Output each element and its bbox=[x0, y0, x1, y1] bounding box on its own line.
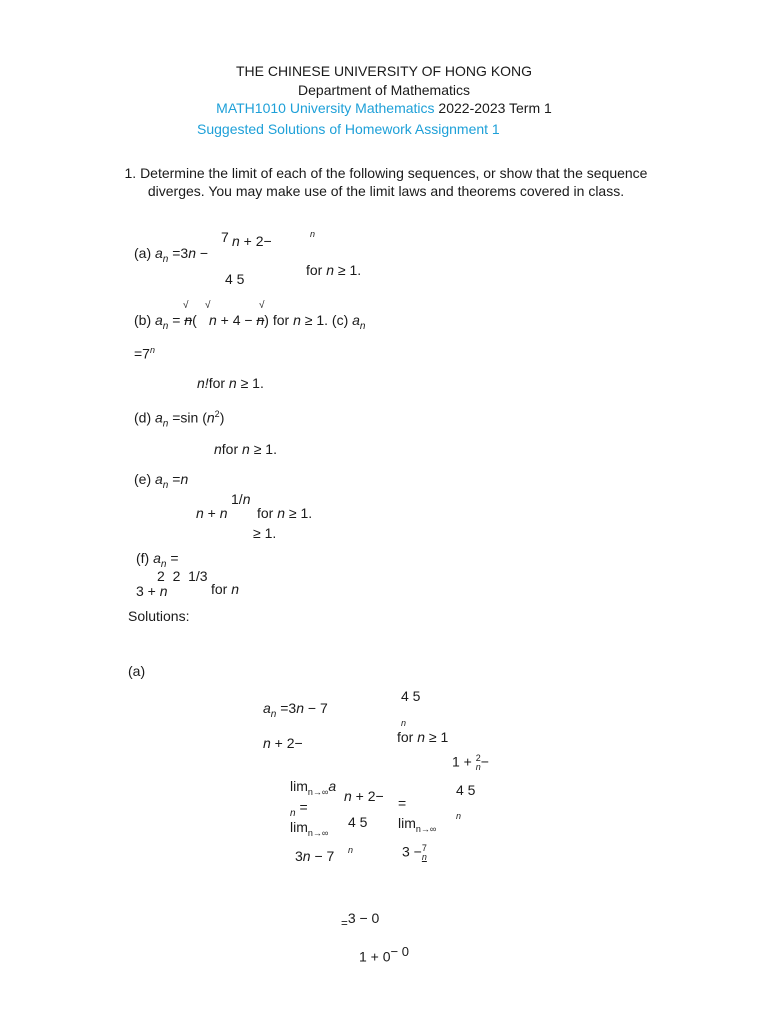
part-e-line bbox=[134, 472, 188, 491]
sqrt-sign-3: √ bbox=[259, 300, 265, 311]
part-f-line bbox=[136, 551, 179, 570]
sol-an-line bbox=[263, 701, 328, 720]
lim-text: lim bbox=[398, 815, 416, 831]
part-d-label: (d) bbox=[134, 409, 155, 426]
part-e-eq: = bbox=[168, 471, 181, 487]
part-b-line bbox=[134, 313, 197, 332]
part-b-line-rest bbox=[209, 313, 365, 332]
part-c-eq bbox=[134, 346, 155, 361]
var-n: n bbox=[296, 700, 305, 716]
part-f-label: (f) bbox=[136, 550, 154, 566]
sol-final-eq: = bbox=[341, 916, 348, 930]
var-n: n bbox=[242, 441, 250, 457]
part-a-top-rest bbox=[232, 234, 272, 248]
var-a: a bbox=[263, 700, 271, 716]
sol-den-line bbox=[263, 736, 303, 750]
part-b-label: (b) bbox=[134, 312, 155, 328]
part-a-top bbox=[221, 230, 229, 244]
part-a-label: (a) bbox=[134, 245, 155, 261]
var-n: n bbox=[196, 505, 204, 521]
plus: + bbox=[203, 505, 220, 521]
part-c-for bbox=[197, 376, 264, 390]
sol-top-rest: + 2− bbox=[351, 788, 384, 804]
part-f-exp: 2 2 1/3 bbox=[157, 568, 208, 584]
sol-final-bot-rest: − 0 bbox=[390, 944, 409, 959]
part-a-minus: − bbox=[196, 245, 209, 261]
frac-num: 7 bbox=[421, 843, 427, 853]
sol-sup-n-1: n bbox=[401, 718, 407, 728]
sol-eq: =3 bbox=[276, 700, 297, 716]
condition-text: ≥ 1. bbox=[249, 441, 277, 457]
for-text: for bbox=[208, 375, 229, 391]
var-n: n bbox=[180, 471, 189, 487]
condition-text: ≥ 1 bbox=[425, 729, 449, 745]
part-d-line bbox=[134, 410, 224, 429]
for-text: for bbox=[221, 441, 243, 457]
part-e-den bbox=[196, 506, 228, 520]
sub-n: n bbox=[290, 807, 296, 819]
course-term: 2022-2023 Term 1 bbox=[434, 100, 552, 116]
for-text: for bbox=[257, 505, 278, 521]
part-b-c-label: ≥ 1. (c) bbox=[300, 312, 353, 328]
var-a: a bbox=[155, 312, 163, 328]
sol-den-2 bbox=[295, 849, 334, 863]
sol-45-mid: 4 5 bbox=[348, 814, 368, 830]
part-b-end: ) for bbox=[264, 312, 294, 328]
exponent-text: 1/ bbox=[231, 491, 243, 507]
var-n: n bbox=[242, 491, 251, 507]
part-d-eq: =sin ( bbox=[168, 409, 207, 426]
var-n: n bbox=[184, 312, 193, 328]
for-text: for bbox=[211, 581, 232, 597]
sol-45-top: 4 5 bbox=[401, 688, 421, 704]
var-n: n bbox=[293, 312, 301, 328]
part-e-for bbox=[257, 506, 312, 520]
sup-n: n bbox=[149, 345, 155, 355]
sup-2: 2 bbox=[214, 409, 220, 419]
sol-lim-1-top bbox=[344, 789, 384, 803]
course-line bbox=[0, 101, 768, 115]
frac-den: n bbox=[421, 852, 427, 862]
sol-final-bot bbox=[359, 945, 409, 964]
var-a: a bbox=[155, 245, 163, 261]
sol-right-top-text: 1 + bbox=[452, 753, 476, 770]
department-name: Department of Mathematics bbox=[298, 82, 470, 98]
sqrt-sign-2: √ bbox=[205, 300, 211, 311]
var-n: n bbox=[263, 735, 271, 751]
lim-text: lim bbox=[290, 778, 308, 794]
document-subtitle: Suggested Solutions of Homework Assignment 1 bbox=[197, 121, 500, 137]
part-a-for bbox=[306, 263, 361, 277]
sol-lim-3 bbox=[398, 816, 436, 834]
lim-sub: n→∞ bbox=[307, 786, 329, 797]
sol-den2-rest: − 7 bbox=[310, 848, 335, 864]
part-d-for bbox=[214, 442, 277, 456]
sub-n: n bbox=[162, 479, 169, 491]
var-a: a bbox=[155, 471, 163, 487]
var-n: n bbox=[277, 505, 286, 521]
part-c-eq-text: =7 bbox=[134, 345, 150, 362]
var-n: n bbox=[256, 312, 265, 328]
part-f-for bbox=[211, 582, 239, 596]
var-a: a bbox=[328, 778, 337, 794]
sol-rest: − 7 bbox=[304, 700, 328, 716]
sub-n: n bbox=[162, 320, 169, 332]
var-n: n bbox=[228, 375, 237, 391]
part-c-den: n! bbox=[197, 375, 209, 391]
var-n: n bbox=[232, 233, 240, 249]
sol-final-top bbox=[341, 911, 379, 929]
part-b-eq: = bbox=[168, 312, 185, 328]
var-a: a bbox=[352, 312, 360, 328]
paren: ( bbox=[192, 312, 197, 328]
solution-a-label: (a) bbox=[128, 663, 146, 679]
sol-sup-n-3: n bbox=[348, 845, 354, 855]
part-a-sup-n: n bbox=[310, 229, 316, 239]
solutions-heading: Solutions: bbox=[128, 608, 190, 624]
for-text: for bbox=[306, 262, 327, 278]
part-a-line bbox=[134, 246, 208, 265]
var-n: n bbox=[417, 729, 426, 745]
var-n: n bbox=[188, 245, 197, 261]
question-text: 1. Determine the limit of each of the following sequences, or show that the sequence diverges. You may make use of the limit laws and theorems covered in class. bbox=[124, 165, 648, 199]
sol-eq-mid: = bbox=[398, 795, 407, 811]
frac-den: n bbox=[475, 762, 481, 772]
sub-n: n bbox=[160, 558, 167, 570]
part-f-den bbox=[136, 584, 168, 598]
condition-text: ≥ 1. bbox=[236, 375, 264, 391]
sol-right-den-text: 3 − bbox=[402, 843, 422, 860]
part-e-ge: ≥ 1. bbox=[253, 525, 277, 541]
part-d-den: n bbox=[214, 441, 222, 457]
var-n: n bbox=[231, 581, 240, 597]
for-text: for bbox=[397, 729, 418, 745]
var-a: a bbox=[155, 409, 163, 426]
sqrt-sign-1: √ bbox=[183, 300, 189, 311]
var-n: n bbox=[219, 505, 228, 521]
sol-right-den bbox=[402, 844, 427, 862]
part-f-den-text: 3 + bbox=[136, 583, 160, 599]
university-name: THE CHINESE UNIVERSITY OF HONG KONG bbox=[235, 63, 533, 79]
sol-eq-text: = bbox=[295, 799, 308, 815]
num-3: 3 bbox=[295, 848, 303, 864]
part-e-exp bbox=[231, 492, 250, 506]
sol-sup-n-2: n bbox=[456, 811, 462, 821]
var-n: n bbox=[159, 583, 168, 599]
lim-text: lim bbox=[290, 819, 308, 835]
part-a-num-7: 7 bbox=[221, 229, 229, 245]
frac-num: 2 bbox=[475, 753, 481, 763]
lim-sub: n→∞ bbox=[415, 823, 437, 834]
part-a-45: 4 5 bbox=[225, 271, 245, 287]
sub-n: n bbox=[270, 708, 277, 720]
lim-sub: n→∞ bbox=[307, 827, 329, 838]
var-n: n bbox=[206, 409, 215, 426]
sub-n: n bbox=[359, 320, 366, 332]
var-n: n bbox=[302, 848, 311, 864]
part-f-eq: = bbox=[166, 550, 179, 566]
sol-right-top bbox=[452, 754, 489, 772]
paren: ) bbox=[219, 409, 225, 426]
sol-eq-1 bbox=[290, 800, 308, 819]
sol-45-right: 4 5 bbox=[456, 782, 476, 798]
var-a: a bbox=[153, 550, 161, 566]
var-n: n bbox=[326, 262, 335, 278]
sol-den-rest: + 2− bbox=[270, 735, 303, 751]
condition-text: ≥ 1. bbox=[334, 262, 362, 278]
var-n: n bbox=[344, 788, 352, 804]
minus: − bbox=[480, 753, 489, 770]
sol-lim-2 bbox=[290, 820, 328, 838]
part-a-eq: =3 bbox=[168, 245, 189, 261]
course-title: MATH1010 University Mathematics bbox=[216, 100, 435, 116]
condition-text: ≥ 1. bbox=[285, 505, 313, 521]
part-b-mid: + 4 − bbox=[216, 312, 257, 328]
sol-final-bot-text: 1 + 0 bbox=[359, 948, 391, 965]
sol-final-top-text: 3 − 0 bbox=[347, 910, 380, 926]
part-a-top-text: + 2− bbox=[239, 233, 272, 249]
sub-n: n bbox=[162, 253, 169, 265]
sol-for bbox=[397, 730, 448, 744]
sub-n: n bbox=[162, 418, 169, 430]
sol-lim-1 bbox=[290, 779, 336, 797]
part-e-label: (e) bbox=[134, 471, 155, 487]
var-n: n bbox=[209, 312, 217, 328]
